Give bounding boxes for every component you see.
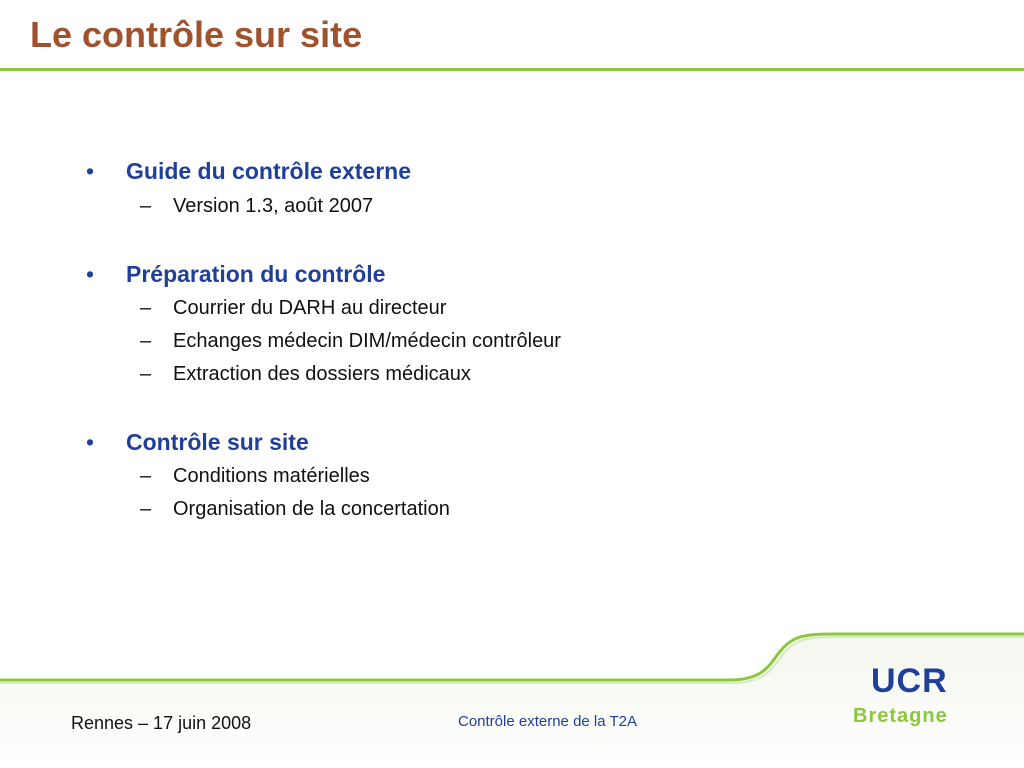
- sub-item: [140, 498, 450, 521]
- sub-item: [140, 363, 471, 386]
- sub-item: [140, 297, 446, 320]
- dash-marker: –: [140, 363, 152, 385]
- bullet-marker: •: [86, 261, 95, 287]
- footer-presentation-title: Contrôle externe de la T2A: [458, 713, 637, 730]
- sub-item-text: Conditions matérielles: [173, 465, 370, 487]
- sub-item-text: Courrier du DARH au directeur: [173, 297, 447, 319]
- bullet-heading: [86, 429, 309, 456]
- bullet-heading: [86, 158, 411, 185]
- footer-date: Rennes – 17 juin 2008: [71, 713, 252, 733]
- bullet-marker: •: [86, 158, 95, 184]
- bullet-heading-text: Guide du contrôle externe: [126, 158, 411, 184]
- dash-marker: –: [140, 195, 152, 217]
- ucr-bretagne-logo: [848, 662, 978, 732]
- bullet-heading-text: Préparation du contrôle: [126, 261, 386, 287]
- logo-main-text: UCR: [871, 662, 948, 700]
- sub-item: [140, 330, 561, 353]
- sub-item-text: Extraction des dossiers médicaux: [173, 363, 471, 385]
- bullet-heading: [86, 261, 385, 288]
- sub-item-text: Version 1.3, août 2007: [173, 195, 374, 217]
- dash-marker: –: [140, 297, 152, 319]
- sub-item: [140, 195, 373, 218]
- slide-title: Le contrôle sur site: [30, 14, 363, 55]
- dash-marker: –: [140, 498, 152, 520]
- dash-marker: –: [140, 465, 152, 487]
- sub-item-text: Organisation de la concertation: [173, 498, 450, 520]
- dash-marker: –: [140, 330, 152, 352]
- sub-item: [140, 465, 370, 488]
- bullet-heading-text: Contrôle sur site: [126, 429, 309, 455]
- bullet-marker: •: [86, 429, 95, 455]
- sub-item-text: Echanges médecin DIM/médecin contrôleur: [173, 330, 561, 352]
- logo-sub-text: Bretagne: [853, 705, 948, 727]
